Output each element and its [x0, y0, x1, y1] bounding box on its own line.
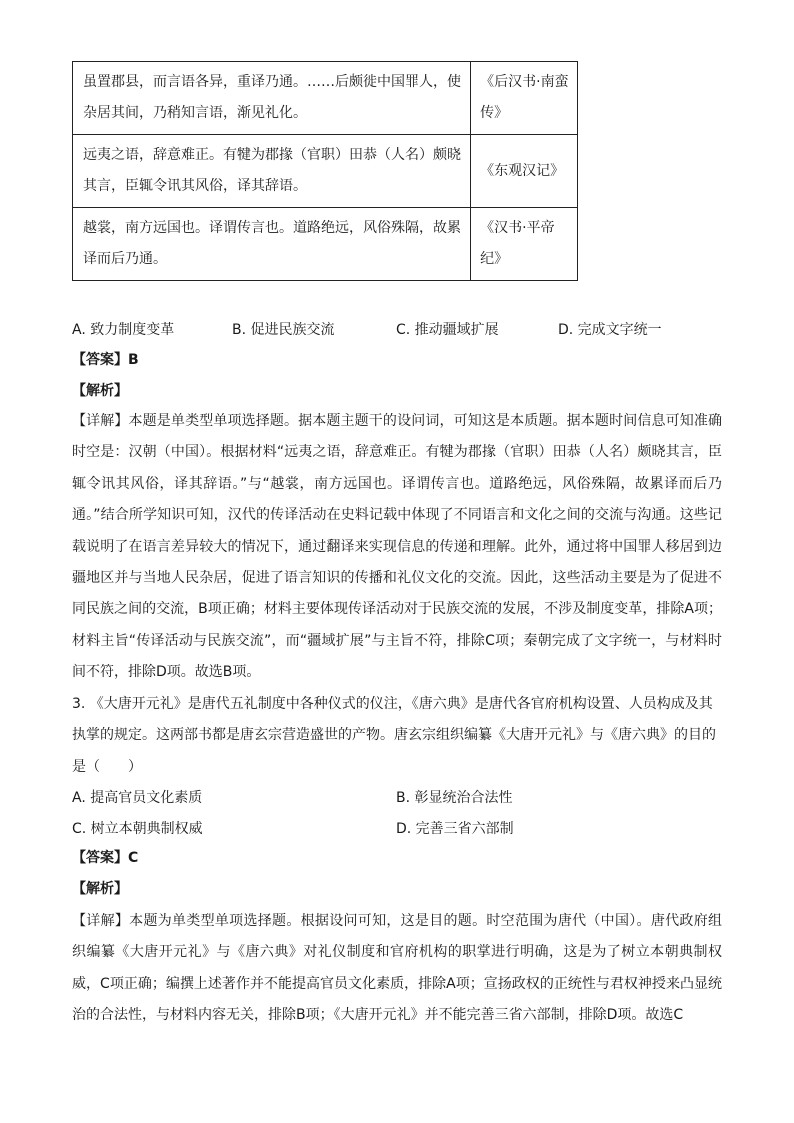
q3-answer-label: 【答案】C	[72, 850, 139, 866]
table-cell-quote: 虽置郡县，而言语各异，重译乃通。……后颇徙中国罪人，使杂居其间，乃稍知言语，渐见礼化。	[73, 62, 471, 135]
q3-option-a: A. 提高官员文化素质	[72, 790, 203, 806]
q3-option-b: B. 彰显统治合法性	[396, 790, 513, 806]
q3-options-row-2	[72, 817, 722, 841]
table-cell-quote: 远夷之语，辞意难正。有犍为郡掾（官职）田恭（人名）颇晓其言，臣辄令讯其风俗，译其辞语。	[73, 135, 471, 208]
q2-answer-label: 【答案】B	[72, 352, 139, 368]
q2-option-b: B. 促进民族交流	[232, 322, 335, 338]
q3-option-c: C. 树立本朝典制权威	[72, 821, 203, 837]
table-cell-source: 《后汉书·南蛮传》	[471, 62, 578, 135]
table-cell-quote: 越裳，南方远国也。译谓传言也。道路绝远，风俗殊隔，故累译而后乃通。	[73, 208, 471, 281]
q2-detail-paragraph: 【详解】本题是单类型单项选择题。据本题主题干的设问词，可知这是本质题。据本题时间信息可知准确时空是：汉朝（中国）。根据材料“远夷之语，辞意难正。有犍为郡掾（官职）田恭（人名）颇晓其言，臣辄令讯其风俗，译其辞语。”与“越裳，南方远国也。译谓传言也。道路绝远，风俗殊隔，故累译而后乃通。”结合所学知识可知，汉代的传译活动在史料记载中体现了不同语言和文化之间的交流与沟通。这些记载说明了在语言差异较大的情况下，通过翻译来实现信息的传递和理解。此外，通过将中国罪人移居到边疆地区并与当地人民杂居，促进了语言知识的传播和礼仪文化的交流。因此，这些活动主要是为了促进不同民族之间的交流，B项正确；材料主要体现传译活动对于民族交流的发展，不涉及制度变革，排除A项；材料主旨“传译活动与民族交流”，而“疆域扩展”与主旨不符，排除C项；秦朝完成了文字统一，与材料时间不符，排除D项。故选B项。	[72, 413, 722, 681]
source-table	[72, 61, 578, 281]
q2-options	[72, 318, 722, 342]
q2-option-a: A. 致力制度变革	[72, 322, 175, 338]
q3-detail-paragraph: 【详解】本题为单类型单项选择题。根据设问可知，这是目的题。时空范围为唐代（中国）。唐代政府组织编纂《大唐开元礼》与《唐六典》对礼仪制度和官府机构的职掌进行明确，这是为了树立本朝典制权威，C项正确；编撰上述著作并不能提高官员文化素质，排除A项；宣扬政权的正统性与君权神授来凸显统治的合法性，与材料内容无关，排除B项；《大唐开元礼》并不能完善三省六部制，排除D项。故选C	[72, 913, 722, 1024]
table-cell-source: 《东观汉记》	[471, 135, 578, 208]
q2-option-c: C. 推动疆域扩展	[396, 322, 499, 338]
q3-option-d: D. 完善三省六部制	[396, 821, 514, 837]
q3-stem: 3. 《大唐开元礼》是唐代五礼制度中各种仪式的仪注，《唐六典》是唐代各官府机构设置、人员构成及其执掌的规定。这两部书都是唐玄宗营造盛世的产物。唐玄宗组织编纂《大唐开元礼》与《唐六典》的目的是（ ）	[72, 696, 716, 775]
q2-option-d: D. 完成文字统一	[558, 322, 662, 338]
table-row	[73, 208, 578, 281]
q3-options-row-1	[72, 786, 722, 810]
q3-analysis-label: 【解析】	[72, 881, 128, 897]
table-row	[73, 62, 578, 135]
table-cell-source: 《汉书·平帝纪》	[471, 208, 578, 281]
table-row	[73, 135, 578, 208]
q2-analysis-label: 【解析】	[72, 383, 128, 399]
